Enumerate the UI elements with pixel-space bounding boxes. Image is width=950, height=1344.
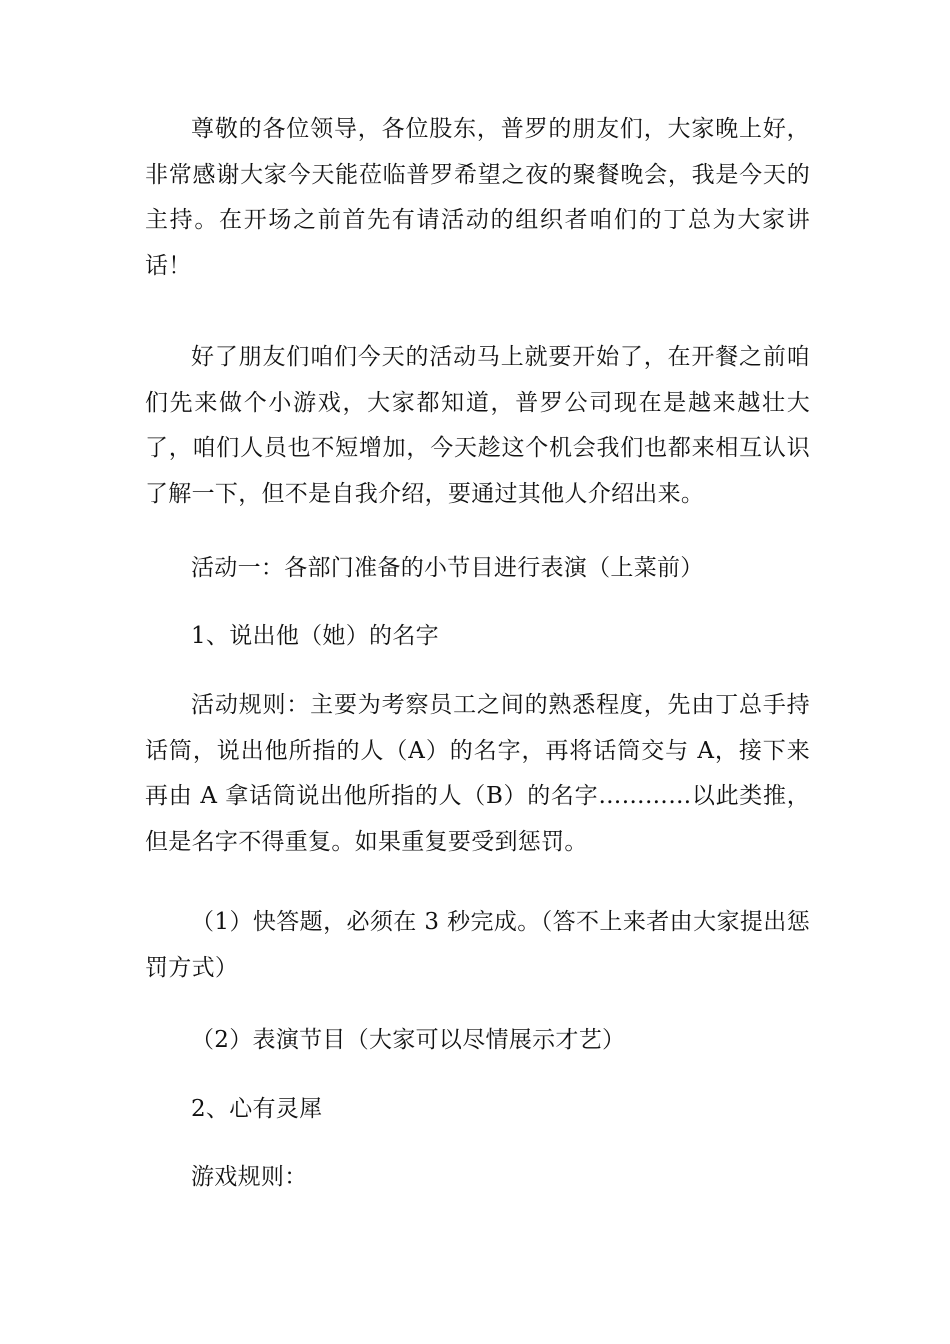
heading-say-name: 1、说出他（她）的名字	[191, 623, 439, 649]
heading-telepathy: 2、心有灵犀	[191, 1096, 323, 1122]
heading-game-rules: 游戏规则：	[191, 1164, 308, 1190]
paragraph-activity-rules: 活动规则：主要为考察员工之间的熟悉程度，先由丁总手持话筒，说出他所指的人（A）的名字，再将话筒交与 A，接下来再由 A 拿话筒说出他所指的人（B）的名字…………以此类推，但是名字不得重复。如果重复要受到惩罚。	[145, 692, 810, 855]
heading-activity-one: 活动一：各部门准备的小节目进行表演（上菜前）	[191, 555, 704, 581]
paragraph-game-intro: 好了朋友们咱们今天的活动马上就要开始了，在开餐之前咱们先来做个小游戏，大家都知道，普罗公司现在是越来越壮大了，咱们人员也不短增加，今天趁这个机会我们也都来相互认识了解一下，但不是自我介绍，要通过其他人介绍出来。	[145, 344, 810, 507]
paragraph-greeting: 尊敬的各位领导，各位股东，普罗的朋友们，大家晚上好，非常感谢大家今天能莅临普罗希望之夜的聚餐晚会，我是今天的主持。在开场之前首先有请活动的组织者咱们的丁总为大家讲话！	[145, 116, 810, 279]
paragraph-performance: （2）表演节目（大家可以尽情展示才艺）	[191, 1027, 626, 1053]
paragraph-quick-answer: （1）快答题，必须在 3 秒完成。（答不上来者由大家提出惩罚方式）	[145, 909, 810, 981]
